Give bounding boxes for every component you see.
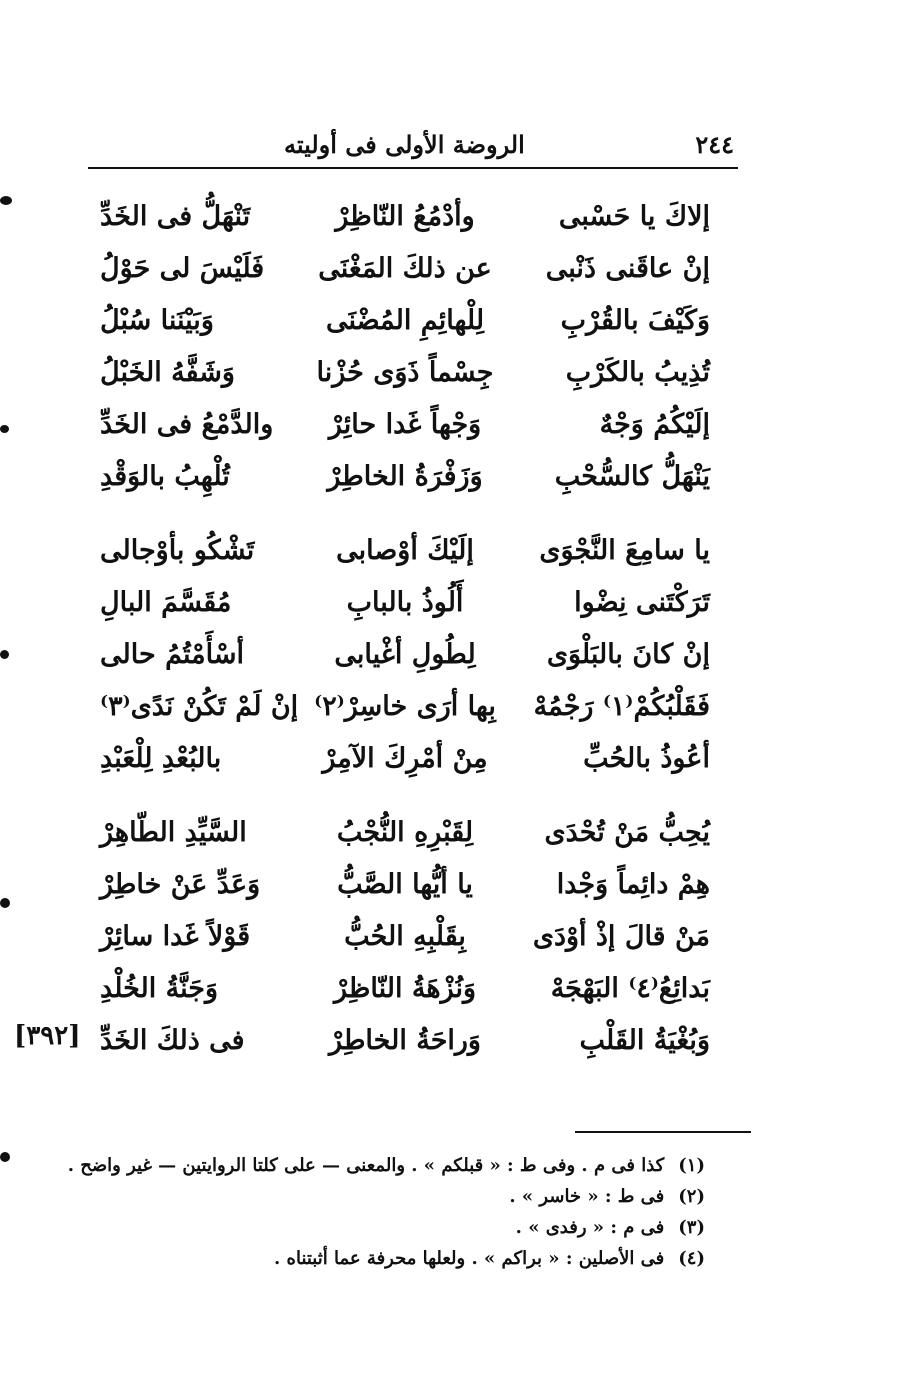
footnote-number: (٤) (678, 1248, 705, 1269)
verse-segment: بَدائِعُ⁽٤⁾ البَهْجَهْ (550, 972, 710, 1004)
verse-line (100, 576, 710, 628)
poem (100, 190, 710, 1088)
verse-line (100, 190, 710, 242)
stanza (100, 524, 710, 784)
verse-segment: وَشَفَّهُ الخَبْلُ (100, 356, 235, 388)
verse-line (100, 962, 710, 1014)
verse-segment: أعُوذُ بالحُبِّ (583, 742, 710, 774)
verse-segment: تَرَكْتَنى نِضْوا (574, 586, 710, 618)
verse-segment: مَنْ قالَ إذْ أوْدَى (532, 920, 710, 952)
verse-segment: قَوْلاً غَدا سائِرْ (100, 920, 251, 952)
verse-segment: وَجَنَّةُ الخُلْدِ (100, 972, 219, 1004)
verse-segment: فَلَيْسَ لى حَوْلُ (100, 252, 265, 284)
verse-segment: وَعَدِّ عَنْ خاطِرْ (100, 868, 261, 900)
verse-segment: يا أيُّها الصَّبُّ (337, 868, 473, 900)
footnote-number: (٣) (678, 1217, 705, 1238)
header-rule (88, 167, 738, 169)
verse-segment: بِقَلْبِهِ الحُبُّ (344, 920, 466, 952)
verse-segment: وَجْهاً غَدا حائِرْ (328, 408, 482, 440)
verse-segment: لِقَبْرِهِ النُّجْبُ (336, 816, 474, 848)
running-title: الروضة الأولى فى أوليته (284, 129, 525, 159)
verse-segment: وَزَفْرَةُ الخاطِرْ (327, 460, 483, 492)
verse-segment: وَبُغْيَةُ القَلْبِ (579, 1024, 710, 1056)
verse-segment: هِمْ دائِماً وَجْدا (556, 868, 710, 900)
verse-segment: إلَيْكَ أوْصابى (336, 534, 474, 566)
verse-line (100, 858, 710, 910)
stanza (100, 806, 710, 1066)
verse-line (100, 450, 710, 502)
verse-line (100, 732, 710, 784)
footnote (90, 1212, 705, 1243)
verse-segment: جِسْماً ذَوَى حُزْنا (316, 356, 494, 388)
verse-line (100, 524, 710, 576)
verse-segment: وَبَيْنَنا سُبْلُ (100, 304, 214, 336)
scan-edge-mark (0, 650, 9, 659)
footnote-text: فى م : « رفدى » . (515, 1217, 665, 1238)
verse-line (100, 242, 710, 294)
verse-line (100, 910, 710, 962)
scan-edge-mark (0, 1152, 10, 1162)
verse-segment: يا سامِعَ النَّجْوَى (539, 534, 710, 566)
verse-segment: تَنْهَلُّ فى الخَدِّ (100, 200, 251, 232)
verse-segment: تَشْكُو بأوْجالى (100, 534, 255, 566)
footnote (90, 1181, 705, 1212)
verse-segment: إنْ لَمْ تَكُنْ نَدًى⁽٣⁾ (100, 690, 299, 722)
verse-segment: أَلُوذُ بالبابِ (346, 586, 464, 618)
page-number: ٢٤٤ (695, 129, 734, 159)
verse-segment: مِنْ أمْرِكَ الآمِرْ (322, 742, 488, 774)
verse-line (100, 680, 710, 732)
verse-segment: يَنْهَلُّ كالسُّحْبِ (554, 460, 710, 492)
footnote-number: (٢) (678, 1186, 705, 1207)
verse-segment: بِها أرَى خاسِرْ⁽٢⁾ (314, 690, 496, 722)
verse-line (100, 1014, 710, 1066)
verse-segment: تُلْهِبُ بالوَقْدِ (100, 460, 230, 492)
verse-line (100, 806, 710, 858)
stanza (100, 190, 710, 502)
footnote (90, 1243, 705, 1274)
footnote-text: فى الأصلين : « براكم » . ولعلها محرفة عما أثبتناه . (274, 1248, 665, 1269)
verse-segment: إنْ عاقَنى ذَنْبى (545, 252, 710, 284)
verse-segment: إلَيْكُمُ وَجْهٌ (599, 408, 710, 440)
verse-segment: وَكَيْفَ بالقُرْبِ (560, 304, 710, 336)
running-header (88, 124, 738, 164)
verse-line (100, 398, 710, 450)
verse-segment: مُقَسَّمَ البالِ (100, 586, 232, 618)
verse-segment: والدَّمْعُ فى الخَدِّ (100, 408, 274, 440)
verse-segment: لِلْهائِمِ المُضْنَى (325, 304, 485, 336)
footnote (67, 1150, 705, 1181)
footnotes (67, 1150, 705, 1274)
verse-line (100, 294, 710, 346)
verse-segment: إنْ كانَ بالبَلْوَى (546, 638, 710, 670)
verse-segment: وأدْمُعُ النّاظِرْ (335, 200, 475, 232)
scan-edge-mark (0, 425, 9, 433)
verse-segment: بالبُعْدِ لِلْعَبْدِ (100, 742, 222, 774)
verse-segment: فى ذلكَ الخَدِّ (100, 1024, 245, 1056)
verse-line (100, 628, 710, 680)
scan-edge-mark (0, 196, 12, 205)
scan-edge-mark (0, 898, 10, 908)
verse-segment: عن ذلكَ المَغْنَى (318, 252, 492, 284)
verse-segment: السَّيِّدِ الطّاهِرْ (100, 816, 247, 848)
footnote-text: فى ط : « خاسر » . (509, 1186, 665, 1207)
verse-segment: تُذِيبُ بالكَرْبِ (565, 356, 710, 388)
original-page-number: [٣٩٢] (14, 1021, 81, 1051)
verse-segment: وَراحَةُ الخاطِرْ (329, 1024, 481, 1056)
footnote-rule (575, 1131, 751, 1133)
verse-line (100, 346, 710, 398)
footnote-text: كذا فى م . وفى ط : « قبلكم » . والمعنى — على كلتا الروايتين — غير واضح . (67, 1155, 665, 1176)
verse-segment: لِطُولِ أغْيابى (334, 638, 476, 670)
verse-segment: أسْأَمْتُمُ حالى (100, 638, 244, 670)
verse-segment: يُحِبُّ مَنْ تُحْدَى (544, 816, 710, 848)
verse-segment: إلاكَ يا حَسْبى (558, 200, 710, 232)
footnote-number: (١) (678, 1155, 705, 1176)
verse-segment: وَنُزْهَةُ النّاظِرْ (333, 972, 477, 1004)
verse-segment: فَقَلْبُكُمْ⁽١⁾ رَجْمُهْ (533, 690, 710, 722)
